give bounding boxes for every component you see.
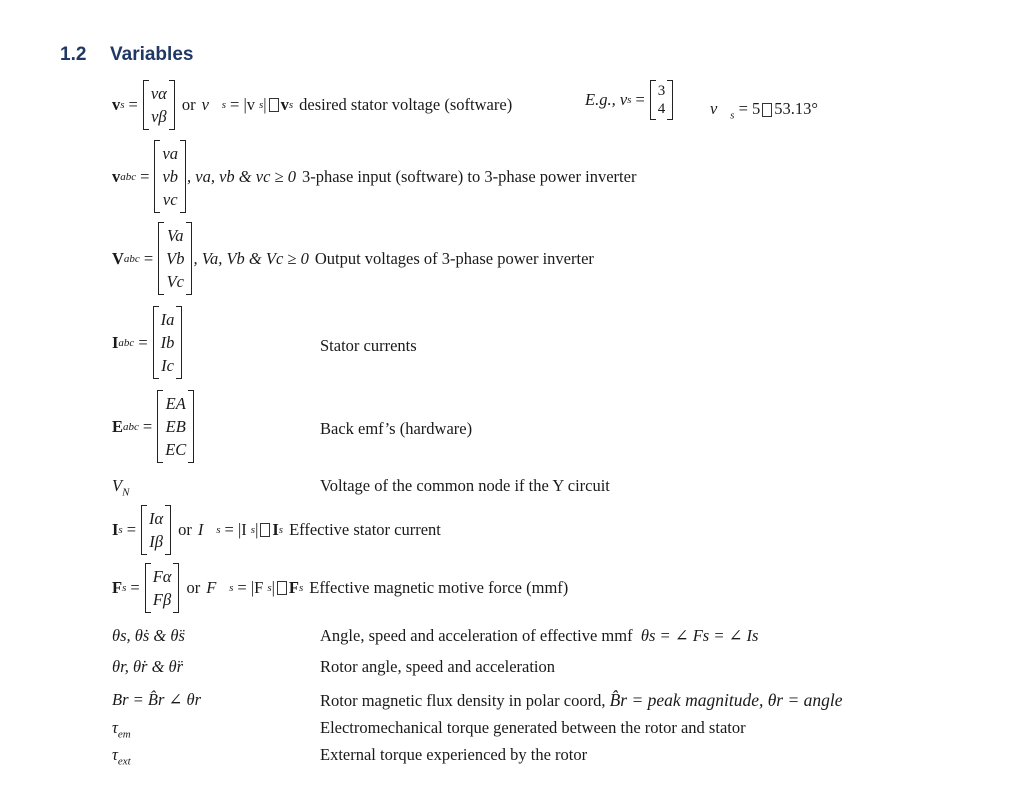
row-vabc: v abc = va vb vc , va, vb & vc ≥ 0 3-phase input (software) to 3-phase power inverter: [112, 140, 636, 213]
row-Vabc: V abc = Va Vb Vc , Va, Vb & Vc ≥ 0 Output voltages of 3-phase power inverter: [112, 222, 594, 295]
tau-ext-desc: External torque experienced by the rotor: [320, 745, 588, 764]
row-tau-em: $\tau_{em}$: [112, 718, 131, 741]
Vabc-desc: Output voltages of 3-phase power inverter: [314, 248, 594, 268]
tau-em-desc: Electromechanical torque generated between the rotor and stator: [320, 718, 746, 737]
row-Iabc: I abc = Ia Ib Ic: [112, 306, 183, 379]
row-tau-ext: $\tau_{ext}$: [112, 745, 131, 768]
Iabc-desc: Stator currents: [320, 336, 417, 355]
row-theta-s: θs, θ̇s & θ̈s: [112, 626, 185, 645]
row-Br: Br = B̂r ∠ θr: [112, 690, 201, 709]
vabc-desc: 3-phase input (software) to 3-phase power inverter: [301, 166, 637, 186]
vs-example-polar: $v⃗_s = 5$ 53.13°: [710, 99, 818, 122]
vs-matrix: vα vβ: [142, 80, 176, 130]
Eabc-desc: Back emf’s (hardware): [320, 419, 473, 438]
theta-s-desc: Angle, speed and acceleration of effective mmf θs = ∠ Fs = ∠ Is: [320, 626, 759, 645]
eg-matrix: 3 4: [649, 80, 675, 120]
row-VN: $V_N$: [112, 476, 130, 499]
section-title: Variables: [110, 44, 194, 65]
Is-matrix: Iα Iβ: [140, 505, 172, 555]
Iabc-matrix: Ia Ib Ic: [152, 306, 184, 379]
Fs-desc: Effective magnetic motive force (mmf): [309, 578, 569, 597]
row-Fs: F s = Fα Fβ or F⃗ s = |F s | F s Effective magnetic motive force (mmf): [112, 563, 568, 613]
Eabc-matrix: EA EB EC: [156, 390, 195, 463]
vs-example: E.g., v s = 3 4: [585, 80, 674, 120]
vs-desc: desired stator voltage (software): [299, 95, 513, 114]
row-Is: I s = Iα Iβ or I⃗ s = |I s | I s Effective stator current: [112, 505, 441, 555]
row-vs: v s = vα vβ or v⃗ s = |v s | v s desired stator voltage (software): [112, 80, 512, 130]
Br-desc: Rotor magnetic flux density in polar coord, B̂r = peak magnitude, θr = angle: [320, 690, 843, 710]
row-theta-r: θr, θ̇r & θ̈r: [112, 657, 184, 676]
Vabc-matrix: Va Vb Vc: [157, 222, 193, 295]
section-heading: [60, 44, 193, 66]
angle-symbol-box: [269, 98, 279, 112]
row-Eabc: E abc = EA EB EC: [112, 390, 195, 463]
vs-lhs: v: [112, 95, 121, 114]
section-number: 1.2: [60, 44, 87, 65]
Fs-matrix: Fα Fβ: [144, 563, 181, 613]
Is-desc: Effective stator current: [289, 520, 441, 539]
vabc-matrix: va vb vc: [153, 140, 187, 213]
VN-desc: Voltage of the common node if the Y circuit: [320, 476, 610, 495]
theta-r-desc: Rotor angle, speed and acceleration: [320, 657, 556, 676]
